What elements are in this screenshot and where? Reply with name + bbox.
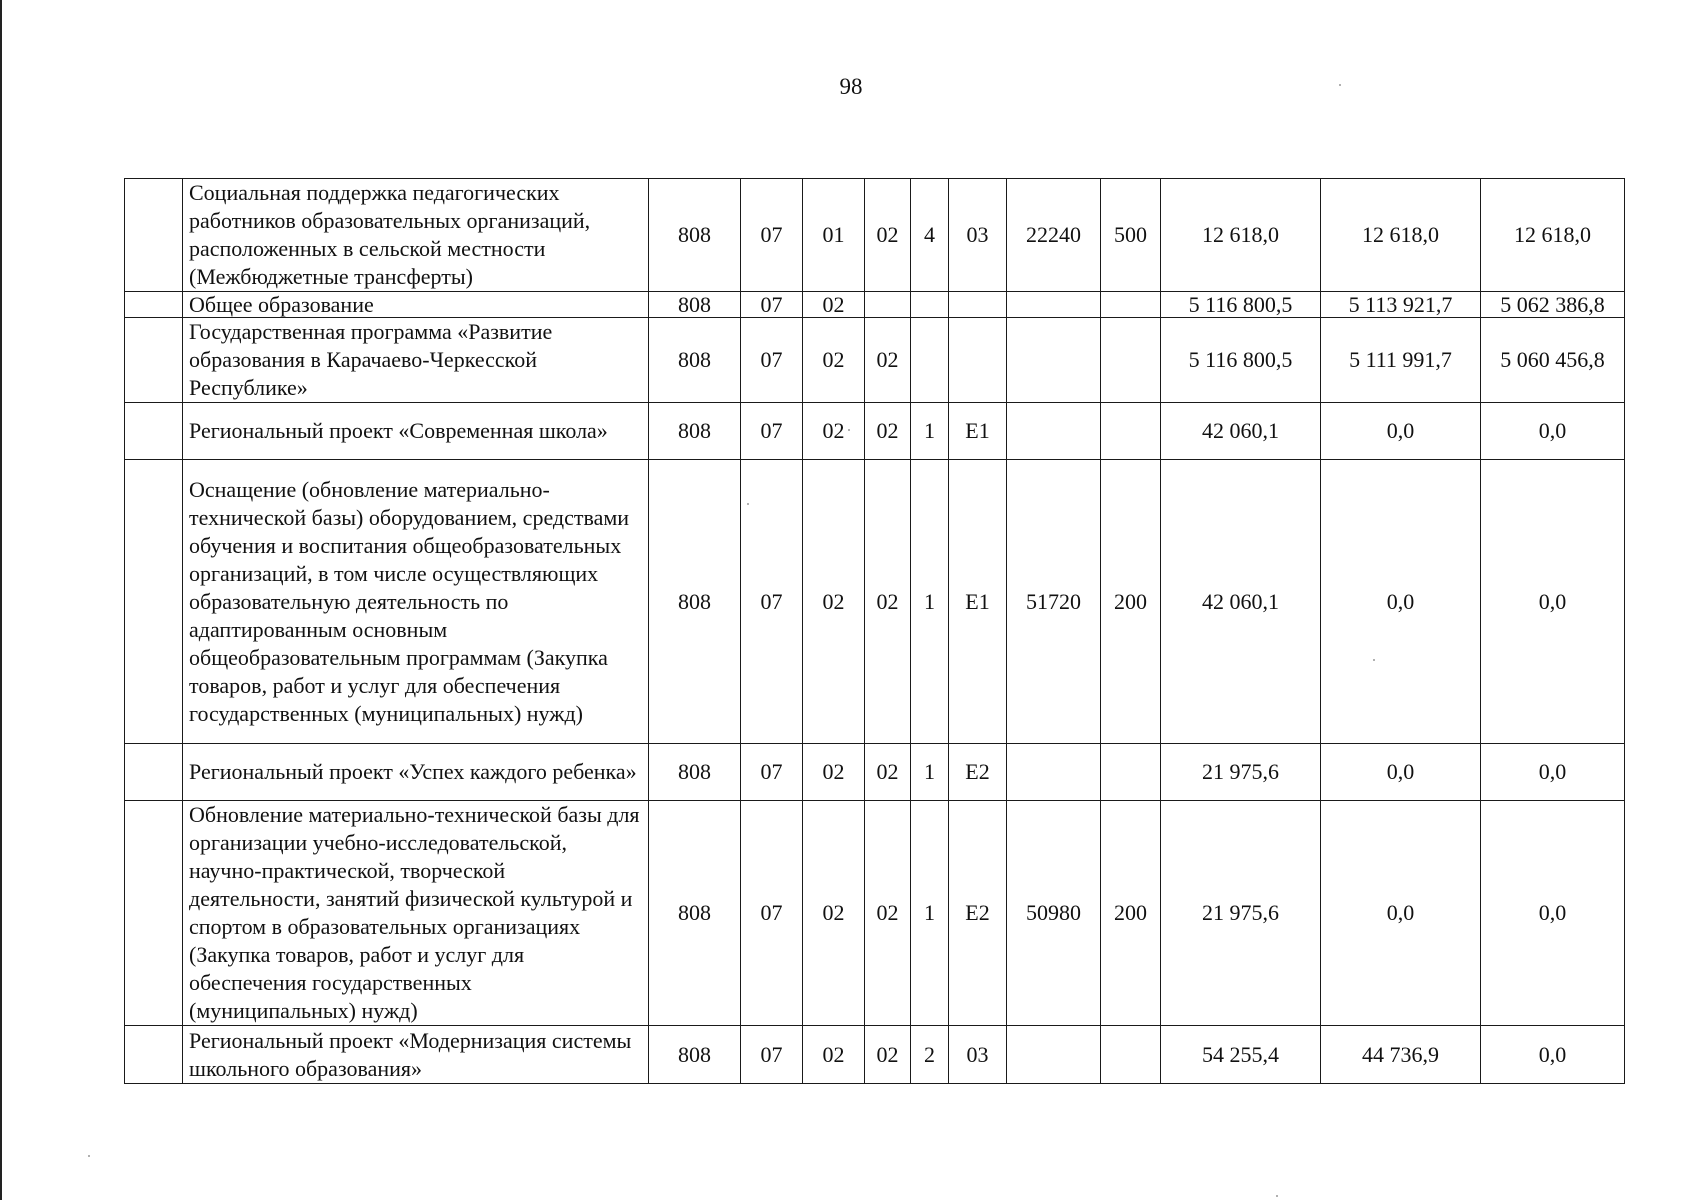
cell-code: 808 bbox=[649, 801, 741, 1026]
table-body bbox=[125, 179, 1625, 1084]
cell-event: E1 bbox=[949, 460, 1007, 744]
cell-direction bbox=[1007, 318, 1101, 403]
cell-expense-type bbox=[1101, 292, 1161, 318]
cell-program: 02 bbox=[865, 460, 911, 744]
cell-sum-2: 5 111 991,7 bbox=[1321, 318, 1481, 403]
cell-sum-1: 21 975,6 bbox=[1161, 744, 1321, 801]
cell-program: 02 bbox=[865, 801, 911, 1026]
cell-event: E2 bbox=[949, 744, 1007, 801]
cell-subsection: 02 bbox=[803, 460, 865, 744]
cell-subprogram: 1 bbox=[911, 403, 949, 460]
cell-code: 808 bbox=[649, 744, 741, 801]
cell-section: 07 bbox=[741, 744, 803, 801]
cell-subsection: 02 bbox=[803, 744, 865, 801]
cell-sum-1: 21 975,6 bbox=[1161, 801, 1321, 1026]
cell-section: 07 bbox=[741, 403, 803, 460]
cell-sum-1: 5 116 800,5 bbox=[1161, 292, 1321, 318]
cell-event bbox=[949, 292, 1007, 318]
cell-direction: 50980 bbox=[1007, 801, 1101, 1026]
cell-program: 02 bbox=[865, 403, 911, 460]
cell-sum-2: 44 736,9 bbox=[1321, 1026, 1481, 1084]
row-name: Региональный проект «Модернизация системы школьного образования» bbox=[183, 1026, 649, 1084]
cell-code: 808 bbox=[649, 1026, 741, 1084]
cell-subprogram: 2 bbox=[911, 1026, 949, 1084]
cell-sum-3: 5 060 456,8 bbox=[1481, 318, 1625, 403]
budget-table bbox=[124, 178, 1625, 1084]
table-row bbox=[125, 801, 1625, 1026]
cell-program: 02 bbox=[865, 318, 911, 403]
cell-direction: 51720 bbox=[1007, 460, 1101, 744]
cell-direction bbox=[1007, 292, 1101, 318]
cell-code: 808 bbox=[649, 292, 741, 318]
cell-sum-2: 0,0 bbox=[1321, 460, 1481, 744]
scan-speck bbox=[1339, 84, 1341, 86]
cell-event: 03 bbox=[949, 1026, 1007, 1084]
row-name: Региональный проект «Современная школа» bbox=[183, 403, 649, 460]
cell-expense-type bbox=[1101, 1026, 1161, 1084]
row-name: Социальная поддержка педагогических работников образовательных организаций, расположенных в сельской местности (Межбюджетные трансферты) bbox=[183, 179, 649, 292]
table-row bbox=[125, 318, 1625, 403]
row-name: Государственная программа «Развитие образования в Карачаево-Черкесской Республике» bbox=[183, 318, 649, 403]
scan-edge-line bbox=[0, 0, 2, 1200]
row-index-cell bbox=[125, 1026, 183, 1084]
cell-subprogram bbox=[911, 318, 949, 403]
cell-sum-1: 5 116 800,5 bbox=[1161, 318, 1321, 403]
cell-code: 808 bbox=[649, 403, 741, 460]
cell-subsection: 02 bbox=[803, 292, 865, 318]
cell-event: 03 bbox=[949, 179, 1007, 292]
row-index-cell bbox=[125, 403, 183, 460]
cell-section: 07 bbox=[741, 1026, 803, 1084]
cell-direction bbox=[1007, 744, 1101, 801]
cell-section: 07 bbox=[741, 801, 803, 1026]
cell-subsection: 01 bbox=[803, 179, 865, 292]
row-index-cell bbox=[125, 292, 183, 318]
table-row bbox=[125, 460, 1625, 744]
cell-program: 02 bbox=[865, 744, 911, 801]
cell-sum-3: 0,0 bbox=[1481, 403, 1625, 460]
cell-sum-1: 54 255,4 bbox=[1161, 1026, 1321, 1084]
row-name: Общее образование bbox=[183, 292, 649, 318]
cell-section: 07 bbox=[741, 179, 803, 292]
row-name: Оснащение (обновление материально-технической базы) оборудованием, средствами обучения и воспитания общеобразовательных организаций, в том числе осуществляющих образовательную деятельность по адаптированным основным общеобразовательным программам (Закупка товаров, работ и услуг для обеспечения государственных (муниципальных) нужд) bbox=[183, 460, 649, 744]
cell-sum-3: 0,0 bbox=[1481, 460, 1625, 744]
table-row bbox=[125, 179, 1625, 292]
row-index-cell bbox=[125, 318, 183, 403]
cell-sum-3: 0,0 bbox=[1481, 744, 1625, 801]
cell-section: 07 bbox=[741, 292, 803, 318]
cell-expense-type bbox=[1101, 403, 1161, 460]
cell-code: 808 bbox=[649, 460, 741, 744]
table-row bbox=[125, 744, 1625, 801]
scan-speck bbox=[1276, 1195, 1278, 1197]
row-index-cell bbox=[125, 744, 183, 801]
cell-subprogram: 1 bbox=[911, 744, 949, 801]
table-row bbox=[125, 292, 1625, 318]
cell-expense-type bbox=[1101, 318, 1161, 403]
cell-direction bbox=[1007, 1026, 1101, 1084]
cell-section: 07 bbox=[741, 318, 803, 403]
scan-speck bbox=[848, 429, 850, 431]
cell-sum-1: 42 060,1 bbox=[1161, 460, 1321, 744]
cell-sum-2: 5 113 921,7 bbox=[1321, 292, 1481, 318]
cell-subsection: 02 bbox=[803, 1026, 865, 1084]
table-row bbox=[125, 403, 1625, 460]
row-index-cell bbox=[125, 179, 183, 292]
row-name: Региональный проект «Успех каждого ребенка» bbox=[183, 744, 649, 801]
cell-expense-type: 200 bbox=[1101, 460, 1161, 744]
cell-event bbox=[949, 318, 1007, 403]
cell-subsection: 02 bbox=[803, 318, 865, 403]
cell-sum-1: 42 060,1 bbox=[1161, 403, 1321, 460]
table-row bbox=[125, 1026, 1625, 1084]
scan-speck bbox=[1373, 659, 1375, 661]
row-name: Обновление материально-технической базы для организации учебно-исследовательской, научно-практической, творческой деятельности, занятий физической культурой и спортом в образовательных организациях (Закупка товаров, работ и услуг для обеспечения государственных (муниципальных) нужд) bbox=[183, 801, 649, 1026]
page-number: 98 bbox=[839, 74, 863, 99]
cell-section: 07 bbox=[741, 460, 803, 744]
row-index-cell bbox=[125, 801, 183, 1026]
cell-code: 808 bbox=[649, 318, 741, 403]
row-index-cell bbox=[125, 460, 183, 744]
cell-subprogram: 1 bbox=[911, 460, 949, 744]
cell-sum-2: 0,0 bbox=[1321, 744, 1481, 801]
cell-sum-2: 0,0 bbox=[1321, 403, 1481, 460]
cell-sum-3: 0,0 bbox=[1481, 801, 1625, 1026]
cell-sum-1: 12 618,0 bbox=[1161, 179, 1321, 292]
cell-subsection: 02 bbox=[803, 403, 865, 460]
cell-direction: 22240 bbox=[1007, 179, 1101, 292]
cell-program: 02 bbox=[865, 1026, 911, 1084]
cell-sum-2: 12 618,0 bbox=[1321, 179, 1481, 292]
cell-subsection: 02 bbox=[803, 801, 865, 1026]
cell-sum-3: 5 062 386,8 bbox=[1481, 292, 1625, 318]
scan-speck bbox=[88, 1155, 90, 1157]
cell-direction bbox=[1007, 403, 1101, 460]
cell-sum-2: 0,0 bbox=[1321, 801, 1481, 1026]
cell-subprogram: 1 bbox=[911, 801, 949, 1026]
cell-subprogram: 4 bbox=[911, 179, 949, 292]
cell-expense-type: 200 bbox=[1101, 801, 1161, 1026]
cell-sum-3: 0,0 bbox=[1481, 1026, 1625, 1084]
cell-event: E2 bbox=[949, 801, 1007, 1026]
cell-subprogram bbox=[911, 292, 949, 318]
cell-expense-type bbox=[1101, 744, 1161, 801]
cell-program: 02 bbox=[865, 179, 911, 292]
cell-code: 808 bbox=[649, 179, 741, 292]
scan-speck bbox=[747, 503, 749, 505]
cell-expense-type: 500 bbox=[1101, 179, 1161, 292]
cell-sum-3: 12 618,0 bbox=[1481, 179, 1625, 292]
cell-event: E1 bbox=[949, 403, 1007, 460]
cell-program bbox=[865, 292, 911, 318]
